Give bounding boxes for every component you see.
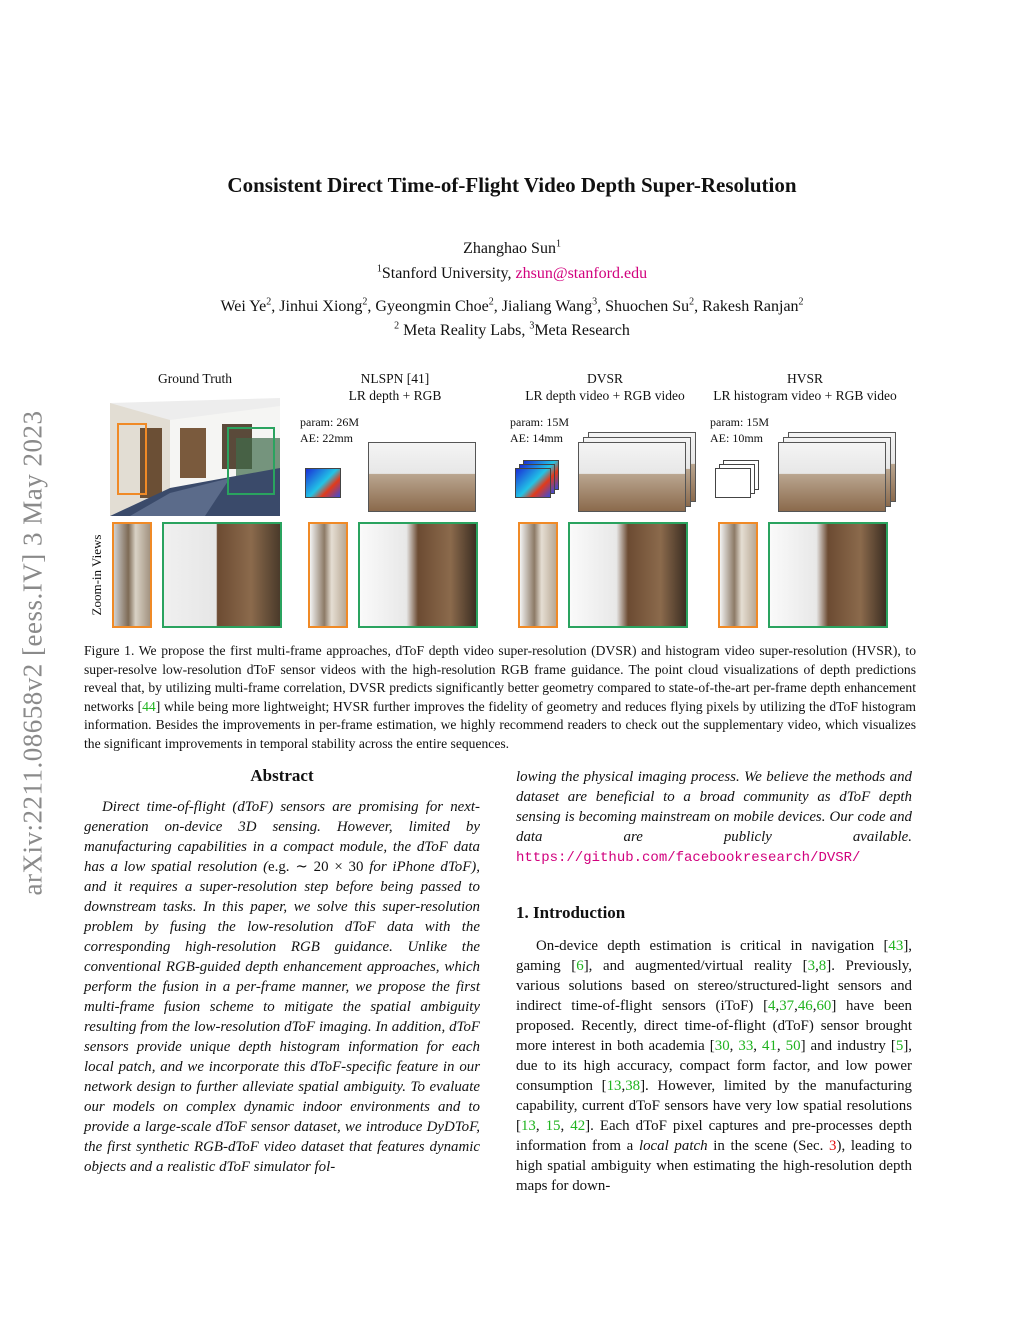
author-name: Wei Ye bbox=[220, 298, 267, 315]
intro-text: ], and augmented/virtual reality [ bbox=[583, 958, 808, 974]
gt-zoom-orange bbox=[112, 522, 152, 628]
abstract-text-2: for iPhone dToF), and it requires a super-resolution step before being passed to downstream tasks. In this paper, we solve this super-resolution problem by fusing the low-resolution dToF data with the corresponding high-resolution RGB guidance. Unlike the conventional RGB-guided depth enhancement approaches, which perform the fusion in a per-frame manner, we propose the first multi-frame fusion scheme to mitigate the spatial ambiguity resulting from the low-resolution dToF imaging. In addition, dToF sensors provide unique depth histogram information for each local patch, and we incorporate this dToF-specific feature in our network design to further alleviate spatial ambiguity. To evaluate our models on complex dynamic indoor environments and to provide a large-scale dToF sensor dataset, we introduce DyDToF, the first synthetic RGB-dToF video dataset that features dynamic objects and a realistic dToF simulator fol- bbox=[84, 859, 480, 1175]
intro-body bbox=[516, 936, 912, 1196]
code-url-link[interactable]: https://github.com/facebookresearch/DVSR/ bbox=[516, 850, 861, 866]
citation-link[interactable]: 13 bbox=[520, 1118, 536, 1134]
intro-text: , bbox=[560, 1118, 571, 1134]
arxiv-identifier: arXiv:2211.08658v2 [eess.IV] 3 May 2023 bbox=[17, 410, 48, 895]
zoom-label: Zoom-in Views bbox=[89, 534, 104, 616]
citation-link[interactable]: 33 bbox=[738, 1038, 754, 1054]
citation-link[interactable]: 3 bbox=[807, 958, 816, 974]
author-sup: 3 bbox=[592, 296, 598, 308]
param-count: param: 26M bbox=[300, 415, 359, 429]
author-sup: 2 bbox=[689, 296, 695, 308]
affil-sup: 1 bbox=[376, 263, 382, 275]
input-frame bbox=[715, 468, 751, 498]
author-email-link[interactable]: zhsun@stanford.edu bbox=[515, 265, 648, 282]
average-error: AE: 14mm bbox=[510, 431, 563, 445]
abstract-text-1: Direct time-of-flight (dToF) sensors are promising for next-generation on-device 3D sensing. However, limited by manufacturing capabilities in a compact module, the dToF data has a low spatial resolution ( bbox=[84, 799, 480, 875]
intro-text: , bbox=[775, 998, 780, 1014]
citation-link[interactable]: 5 bbox=[895, 1038, 904, 1054]
author-line-1 bbox=[0, 240, 1024, 258]
arxiv-sidebar bbox=[4, 355, 62, 950]
average-error: AE: 10mm bbox=[710, 431, 763, 445]
author-sup: 2 bbox=[362, 296, 368, 308]
intro-text: , bbox=[729, 1038, 739, 1054]
zoom-orange bbox=[308, 522, 348, 628]
author-name: Jinhui Xiong bbox=[279, 298, 363, 315]
citation-link[interactable]: 15 bbox=[545, 1118, 561, 1134]
citation-link[interactable]: 30 bbox=[714, 1038, 730, 1054]
method-subtitle: LR histogram video + RGB video bbox=[713, 388, 897, 403]
citation-link[interactable]: 6 bbox=[576, 958, 584, 974]
intro-text: , bbox=[621, 1078, 626, 1094]
paper-title: Consistent Direct Time-of-Flight Video Depth Super-Resolution bbox=[227, 173, 797, 197]
intro-text: ]. Each dToF pixel captures and pre-processes depth information from a bbox=[516, 1118, 912, 1154]
citation-link[interactable]: 46 bbox=[797, 998, 813, 1014]
affil-text: Meta Reality Labs, bbox=[399, 322, 530, 339]
figure-1 bbox=[90, 360, 920, 640]
author-sup: 2 bbox=[488, 296, 494, 308]
intro-text: in the scene (Sec. bbox=[707, 1138, 830, 1154]
intro-text: , bbox=[794, 998, 798, 1014]
abstract-body bbox=[84, 797, 480, 1177]
zoom-label-box bbox=[82, 525, 112, 625]
intro-text: ), leading to high spatial ambiguity when estimating the high-resolution depth maps for down- bbox=[516, 1138, 912, 1194]
affil-text: Stanford University, bbox=[381, 265, 516, 282]
abstract-text-3: lowing the physical imaging process. We believe the methods and dataset are beneficial to a broad community as dToF depth sensing is becoming mainstream on mobile devices. Our code and data are publicly available. bbox=[516, 769, 912, 845]
citation-link[interactable]: 3 bbox=[829, 1138, 837, 1154]
intro-text: , bbox=[753, 1038, 763, 1054]
citation-link[interactable]: 42 bbox=[570, 1118, 586, 1134]
intro-text: , bbox=[812, 998, 817, 1014]
intro-text: , bbox=[535, 1118, 546, 1134]
abstract-eg: e.g. ∼ 20 × 30 bbox=[268, 859, 364, 875]
zoom-orange bbox=[718, 522, 758, 628]
caption-text-1: Figure 1. We propose the first multi-frame approaches, dToF depth video super-resolution (DVSR) and histogram video super-resolution (HVSR), to super-resolve low-resolution dToF sensor videos with the high-resolution RGB frame guidance. The point cloud visualizations of depth predictions reveal that, by utilizing multi-frame correlation, DVSR predicts significantly better geometry compared to state-of-the-art per-frame depth enhancement networks [ bbox=[84, 643, 916, 714]
citation-link[interactable]: 8 bbox=[818, 958, 827, 974]
author-sup: 2 bbox=[798, 296, 804, 308]
method-title: DVSR bbox=[586, 371, 623, 386]
citation-link[interactable]: 41 bbox=[762, 1038, 777, 1054]
affil-sup: 3 bbox=[529, 320, 535, 332]
citation-link[interactable]: 37 bbox=[779, 998, 795, 1014]
intro-text: , bbox=[815, 958, 819, 974]
author-sup: 1 bbox=[555, 238, 561, 250]
rgb-frame bbox=[368, 442, 476, 512]
zoom-green bbox=[358, 522, 478, 628]
affil-sup: 2 bbox=[394, 320, 400, 332]
affil-text: Meta Research bbox=[534, 322, 630, 339]
input-frame bbox=[515, 468, 551, 498]
zoom-green bbox=[768, 522, 888, 628]
intro-text: ] have been proposed. Recently, direct time-of-flight (dToF) sensor brought more interest in both academia [ bbox=[516, 998, 912, 1054]
method-subtitle: LR depth + RGB bbox=[348, 388, 442, 403]
intro-emphasis: local patch bbox=[638, 1138, 708, 1154]
affiliation-line-2 bbox=[0, 322, 1024, 340]
method-title: HVSR bbox=[786, 371, 823, 386]
rgb-frame bbox=[778, 442, 886, 512]
intro-text: ], due to its high accuracy, compact form factor, and low power consumption [ bbox=[516, 1038, 912, 1094]
citation-link[interactable]: 60 bbox=[816, 998, 832, 1014]
rgb-frame bbox=[578, 442, 686, 512]
gt-zoom-green bbox=[162, 522, 282, 628]
citation-link[interactable]: 38 bbox=[625, 1078, 641, 1094]
intro-heading: 1. Introduction bbox=[516, 903, 626, 922]
abstract-continuation bbox=[516, 767, 912, 868]
intro-text: ]. However, limited by the manufacturing capability, current dToF sensors have very low spatial resolutions [ bbox=[516, 1078, 912, 1134]
intro-text: ] and industry [ bbox=[800, 1038, 896, 1054]
intro-text: On-device depth estimation is critical in navigation [ bbox=[536, 938, 889, 954]
affiliation-line-1 bbox=[0, 265, 1024, 283]
author-name: Zhanghao Sun bbox=[463, 240, 556, 257]
average-error: AE: 22mm bbox=[300, 431, 353, 445]
citation-link[interactable]: 43 bbox=[888, 938, 904, 954]
caption-ref-link[interactable]: 44 bbox=[142, 698, 156, 714]
ground-truth-image bbox=[110, 398, 280, 516]
method-subtitle: LR depth video + RGB video bbox=[525, 388, 685, 403]
author-sup: 2 bbox=[266, 296, 272, 308]
author-line-2: Wei Ye$^2$, Jinhui Xiong$^2$, Gyeongmin Choe$^2$, Jialiang Wang$^3$, Shuochen Su$^2$, Rakesh Ranjan$^2$ bbox=[220, 296, 804, 315]
param-count: param: 15M bbox=[510, 415, 569, 429]
author-name: Rakesh Ranjan bbox=[702, 298, 799, 315]
intro-text: ], gaming [ bbox=[516, 938, 912, 974]
method-title: NLSPN [41] bbox=[360, 371, 430, 386]
author-name: Shuochen Su bbox=[605, 298, 690, 315]
zoom-orange bbox=[518, 522, 558, 628]
citation-link[interactable]: 50 bbox=[785, 1038, 801, 1054]
zoom-green bbox=[568, 522, 688, 628]
input-frame bbox=[305, 468, 341, 498]
author-name: Gyeongmin Choe bbox=[375, 298, 489, 315]
abstract-heading: Abstract bbox=[250, 766, 314, 785]
citation-link[interactable]: 13 bbox=[606, 1078, 622, 1094]
intro-text: , bbox=[776, 1038, 786, 1054]
citation-link[interactable]: 4 bbox=[768, 998, 776, 1014]
author-name: Jialiang Wang bbox=[501, 298, 593, 315]
intro-text: ]. Previously, various solutions based on stereo/structured-light sensors and indirect time-of-flight sensors (iToF) [ bbox=[516, 958, 912, 1014]
caption-text-2: ] while being more lightweight; HVSR further improves the fidelity of geometry and reduces flying pixels by utilizing the dToF histogram information. Besides the improvements in per-frame estimation, we highly recommend readers to check out the supplementary video, which visualizes the significant improvements in temporal stability across the entire sequences. bbox=[84, 698, 916, 751]
figure-caption bbox=[84, 642, 916, 754]
gt-label: Ground Truth bbox=[158, 371, 232, 386]
param-count: param: 15M bbox=[710, 415, 769, 429]
